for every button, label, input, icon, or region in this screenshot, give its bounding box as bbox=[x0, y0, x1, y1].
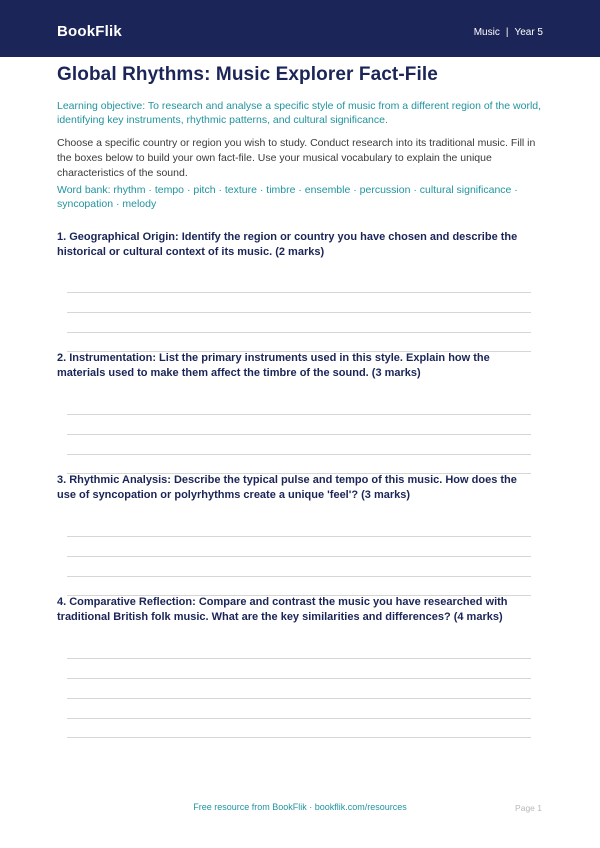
word-bank: Word bank: rhythm · tempo · pitch · texture · timbre · ensemble · percussion · cultural significance · syncopation · melody bbox=[57, 184, 518, 210]
subject-year-label bbox=[474, 27, 543, 38]
header-separator: | bbox=[505, 27, 509, 38]
footer-resource-link[interactable]: Free resource from BookFlik · bookflik.com/resources bbox=[193, 802, 407, 812]
answer-line[interactable] bbox=[67, 718, 531, 719]
answer-line[interactable] bbox=[67, 698, 531, 699]
answer-line[interactable] bbox=[67, 536, 531, 537]
header-bar bbox=[0, 0, 600, 57]
answer-line[interactable] bbox=[67, 292, 531, 293]
answer-line[interactable] bbox=[67, 658, 531, 659]
brand-logo-text: BookFlik bbox=[57, 23, 122, 40]
page-title: Global Rhythms: Music Explorer Fact-File bbox=[57, 64, 438, 85]
answer-line[interactable] bbox=[67, 312, 531, 313]
answer-line[interactable] bbox=[67, 332, 531, 333]
answer-line[interactable] bbox=[67, 414, 531, 415]
subject-label: Music bbox=[473, 27, 500, 38]
question-2: 2. Instrumentation: List the primary instruments used in this style. Explain how the materials used to make them affect the timbre of the sound. (3 marks) bbox=[57, 352, 490, 379]
answer-line[interactable] bbox=[67, 556, 531, 557]
page-number: Page 1 bbox=[515, 803, 542, 813]
answer-line[interactable] bbox=[67, 737, 531, 738]
question-1: 1. Geographical Origin: Identify the region or country you have chosen and describe the historical or cultural context of its music. (2 marks) bbox=[57, 231, 518, 258]
answer-line[interactable] bbox=[67, 454, 531, 455]
learning-objective: Learning objective: To research and analyse a specific style of music from a different region of the world, identifying key instruments, rhythmic patterns, and cultural significance. bbox=[57, 100, 542, 126]
instructions-text: Choose a specific country or region you wish to study. Conduct research into its traditional music. Fill in the boxes below to build your own fact-file. Use your musical vocabulary to explain the unique characteristics of the sound. bbox=[57, 137, 536, 179]
answer-line[interactable] bbox=[67, 434, 531, 435]
answer-line[interactable] bbox=[67, 576, 531, 577]
question-3: 3. Rhythmic Analysis: Describe the typical pulse and tempo of this music. How does the use of syncopation or polyrhythms create a unique 'feel'? (3 marks) bbox=[57, 474, 517, 501]
answer-line[interactable] bbox=[67, 678, 531, 679]
year-label: Year 5 bbox=[514, 27, 543, 38]
question-4: 4. Comparative Reflection: Compare and contrast the music you have researched with traditional British folk music. What are the key similarities and differences? (4 marks) bbox=[57, 596, 508, 623]
